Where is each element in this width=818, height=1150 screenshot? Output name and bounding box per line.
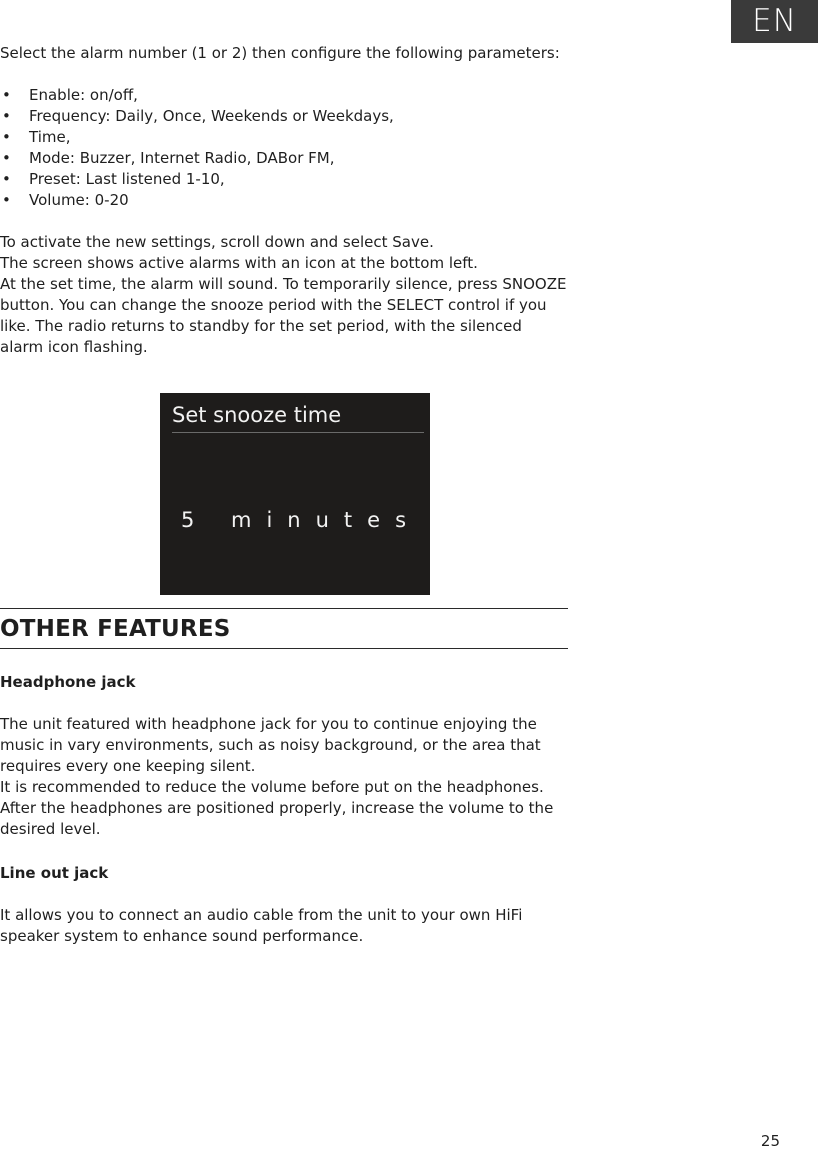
headphone-volume-text: It is recommended to reduce the volume before put on the headphones. After the headphones are positioned properly, increase the volume to the desired level. bbox=[0, 778, 554, 838]
list-item: • Preset: Last listened 1-10, bbox=[0, 169, 568, 190]
page-content bbox=[0, 43, 568, 947]
list-item: • Mode: Buzzer, Internet Radio, DABor FM, bbox=[0, 148, 568, 169]
screen-value: 5 minutes bbox=[180, 508, 422, 532]
snooze-text: At the set time, the alarm will sound. To temporarily silence, press SNOOZE button. You can change the snooze period with the SELECT control if you like. The radio returns to standby for the set period, with the silenced alarm icon flashing. bbox=[0, 275, 567, 356]
list-item: • Volume: 0-20 bbox=[0, 190, 568, 211]
activate-text: To activate the new settings, scroll down and select Save. bbox=[0, 233, 434, 251]
section-heading: OTHER FEATURES bbox=[0, 608, 568, 649]
page-number: 25 bbox=[760, 1132, 780, 1150]
language-tab: EN bbox=[731, 0, 818, 43]
list-item: • Time, bbox=[0, 127, 568, 148]
headphone-heading: Headphone jack bbox=[0, 673, 136, 691]
active-alarms-text: The screen shows active alarms with an icon at the bottom left. bbox=[0, 254, 478, 272]
screen-title: Set snooze time bbox=[172, 401, 424, 433]
parameter-list bbox=[0, 85, 568, 211]
radio-screen-illustration bbox=[160, 393, 430, 595]
list-item: • Frequency: Daily, Once, Weekends or Weekdays, bbox=[0, 106, 568, 127]
list-item: • Enable: on/off, bbox=[0, 85, 568, 106]
intro-text: Select the alarm number (1 or 2) then configure the following parameters: bbox=[0, 44, 560, 62]
lineout-heading: Line out jack bbox=[0, 864, 109, 882]
lineout-text: It allows you to connect an audio cable from the unit to your own HiFi speaker system to enhance sound performance. bbox=[0, 906, 523, 945]
headphone-text: The unit featured with headphone jack for you to continue enjoying the music in vary environments, such as noisy background, or the area that requires every one keeping silent. bbox=[0, 715, 541, 775]
